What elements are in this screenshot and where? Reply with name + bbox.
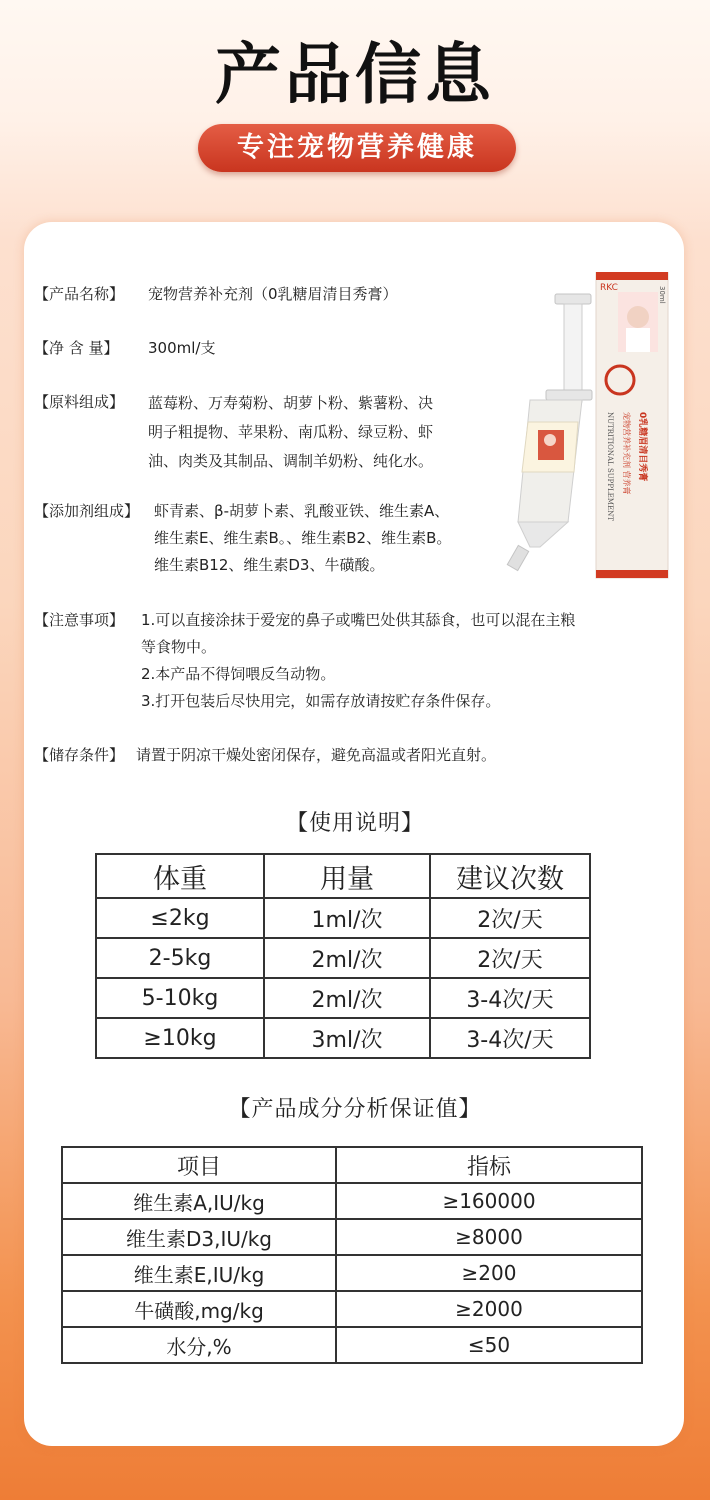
box-person-body (626, 328, 650, 352)
analysis-cell: ≥160000 (336, 1183, 642, 1219)
analysis-cell: 维生素A,IU/kg (62, 1183, 336, 1219)
box-top-stripe (596, 272, 668, 280)
analysis-cell: 水分,% (62, 1327, 336, 1363)
usage-heading: 【使用说明】 (285, 811, 424, 836)
table-row (96, 978, 590, 1018)
usage-cell: 2次/天 (430, 898, 590, 938)
ingredients-line: 明子粗提物、苹果粉、南瓜粉、绿豆粉、虾 (148, 423, 434, 441)
table-row (62, 1219, 642, 1255)
analysis-cell: ≤50 (336, 1327, 642, 1363)
analysis-table (61, 1146, 643, 1364)
note-line: 2.本产品不得饲喂反刍动物。 (141, 665, 336, 683)
table-header-row (96, 854, 590, 898)
box-person-face (627, 306, 649, 328)
product-name-label: 【产品名称】 (34, 285, 125, 303)
box-text-line: 宠物营养补充剂 营养膏 (622, 412, 631, 495)
note-line: 等食物中。 (141, 638, 217, 656)
net-content-label: 【净 含 量】 (34, 339, 119, 357)
product-image (500, 272, 670, 582)
analysis-cell: ≥2000 (336, 1291, 642, 1327)
net-content-value: 300ml/支 (148, 339, 216, 357)
table-row (96, 898, 590, 938)
usage-cell: 3-4次/天 (430, 1018, 590, 1058)
usage-cell: 3ml/次 (264, 1018, 430, 1058)
syringe (507, 294, 592, 571)
table-row (62, 1327, 642, 1363)
additives-value (154, 498, 451, 579)
table-row (62, 1255, 642, 1291)
additives-line: 维生素B12、维生素D3、牛磺酸。 (154, 556, 385, 574)
table-row (62, 1291, 642, 1327)
analysis-cell: 维生素E,IU/kg (62, 1255, 336, 1291)
product-name-value: 宠物营养补充剂（0乳糖眉清目秀膏） (148, 285, 398, 303)
usage-table (95, 853, 591, 1059)
additives-line: 虾青素、β-胡萝卜素、乳酸亚铁、维生素A、 (154, 502, 450, 520)
box-volume: 30ml (658, 286, 666, 304)
storage-label: 【储存条件】 (34, 746, 125, 764)
usage-header-frequency: 建议次数 (430, 854, 590, 898)
analysis-cell: ≥200 (336, 1255, 642, 1291)
page-title: 产品信息 (215, 36, 495, 113)
analysis-header-value: 指标 (336, 1147, 642, 1183)
table-row (96, 1018, 590, 1058)
usage-cell: ≥10kg (96, 1018, 264, 1058)
table-header-row (62, 1147, 642, 1183)
additives-label: 【添加剂组成】 (34, 502, 140, 520)
box-text-line: 0乳糖眉清目秀膏 (637, 412, 647, 482)
box-bottom-stripe (596, 570, 668, 578)
subtitle-banner: 专注宠物营养健康 (198, 124, 516, 172)
ingredients-label: 【原料组成】 (34, 393, 125, 411)
table-row (62, 1183, 642, 1219)
box-text-line: NUTRITIONAL SUPPLEMENT (606, 412, 614, 521)
usage-cell: 2-5kg (96, 938, 264, 978)
analysis-heading: 【产品成分分析保证值】 (228, 1097, 482, 1122)
ingredients-line: 蓝莓粉、万寿菊粉、胡萝卜粉、紫薯粉、决 (148, 394, 434, 412)
additives-line: 维生素E、维生素B。、维生素B2、维生素B。 (154, 529, 452, 547)
ingredients-line: 油、肉类及其制品、调制羊奶粉、纯化水。 (148, 452, 434, 470)
table-row (96, 938, 590, 978)
notes-value (141, 607, 575, 715)
usage-header-weight: 体重 (96, 854, 264, 898)
usage-cell: 2次/天 (430, 938, 590, 978)
box-brand-badge: RKC (600, 283, 618, 293)
notes-label: 【注意事项】 (34, 611, 125, 629)
analysis-cell: 维生素D3,IU/kg (62, 1219, 336, 1255)
analysis-cell: 牛磺酸,mg/kg (62, 1291, 336, 1327)
usage-cell: ≤2kg (96, 898, 264, 938)
usage-header-dose: 用量 (264, 854, 430, 898)
usage-cell: 2ml/次 (264, 938, 430, 978)
analysis-header-item: 项目 (62, 1147, 336, 1183)
usage-cell: 2ml/次 (264, 978, 430, 1018)
note-line: 1.可以直接涂抹于爱宠的鼻子或嘴巴处供其舔食，也可以混在主粮 (141, 611, 576, 629)
usage-cell: 5-10kg (96, 978, 264, 1018)
usage-cell: 1ml/次 (264, 898, 430, 938)
usage-cell: 3-4次/天 (430, 978, 590, 1018)
storage-value: 请置于阴凉干燥处密闭保存，避免高温或者阳光直射。 (136, 746, 497, 764)
note-line: 3.打开包装后尽快用完，如需存放请按贮存条件保存。 (141, 692, 501, 710)
ingredients-value (148, 389, 433, 476)
analysis-cell: ≥8000 (336, 1219, 642, 1255)
